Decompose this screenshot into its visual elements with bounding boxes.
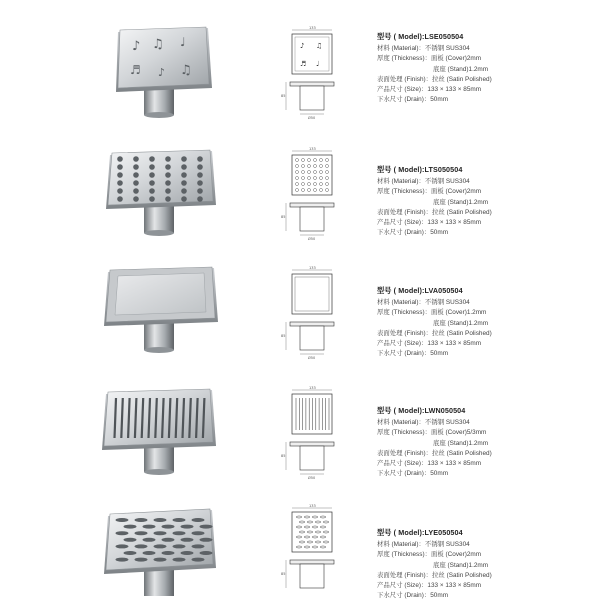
svg-text:♬: ♬ xyxy=(300,60,307,68)
drain-line: 下水尺寸 (Drain)：50mm xyxy=(377,592,449,600)
svg-text:♩: ♩ xyxy=(316,60,320,68)
width-dim: 133 xyxy=(309,147,316,151)
svg-text:♫: ♫ xyxy=(152,37,164,52)
model-label: 型号 ( Model):LYE050504 xyxy=(377,528,463,537)
size-line: 产品尺寸 (Size)：133 × 133 × 85mm xyxy=(377,86,482,94)
drain-photo xyxy=(100,382,225,487)
drain-photo xyxy=(100,143,225,248)
material-line: 材料 (Material)：不锈钢 SUS304 xyxy=(377,45,470,53)
drain-dim: Ø50 xyxy=(308,237,316,241)
technical-drawing xyxy=(280,262,340,367)
technical-drawing xyxy=(280,143,340,248)
finish-line: 表面处理 (Finish)：拉丝 (Satin Polished) xyxy=(377,75,492,83)
drain-photo xyxy=(100,500,225,605)
svg-text:♩: ♩ xyxy=(180,35,186,49)
spec-block xyxy=(377,165,597,238)
spec-block xyxy=(377,406,597,479)
product-row xyxy=(0,262,600,370)
height-dim: 85 xyxy=(281,572,286,576)
finish-line: 表面处理 (Finish)：拉丝 (Satin Polished) xyxy=(377,571,492,579)
spec-block xyxy=(377,286,597,359)
drain-line: 下水尺寸 (Drain)：50mm xyxy=(377,470,449,478)
stand-line: 底座 (Stand)1.2mm xyxy=(433,319,489,327)
drain-line: 下水尺寸 (Drain)：50mm xyxy=(377,96,449,104)
thickness-line: 厚度 (Thickness)：面板 (Cover)1.2mm xyxy=(377,309,487,317)
svg-text:♪: ♪ xyxy=(132,39,141,54)
drain-photo xyxy=(100,262,225,367)
stand-line: 底座 (Stand)1.2mm xyxy=(433,439,489,447)
drain-line: 下水尺寸 (Drain)：50mm xyxy=(377,229,449,237)
svg-text:♫: ♫ xyxy=(316,42,323,50)
product-row xyxy=(0,382,600,490)
model-label: 型号 ( Model):LWN050504 xyxy=(377,406,466,415)
drain-photo xyxy=(100,22,225,127)
spec-block xyxy=(377,32,597,105)
technical-drawing xyxy=(280,382,340,487)
finish-line: 表面处理 (Finish)：拉丝 (Satin Polished) xyxy=(377,449,492,457)
height-dim: 85 xyxy=(281,94,286,98)
technical-drawing xyxy=(280,22,340,127)
product-row xyxy=(0,500,600,608)
material-line: 材料 (Material)：不锈钢 SUS304 xyxy=(377,178,470,186)
thickness-line: 厚度 (Thickness)：面板 (Cover)2mm xyxy=(377,55,482,63)
height-dim: 85 xyxy=(281,215,286,219)
model-label: 型号 ( Model):LSE050504 xyxy=(377,32,464,41)
drain-dim: Ø50 xyxy=(308,476,316,480)
width-dim: 133 xyxy=(309,386,316,390)
svg-text:♪: ♪ xyxy=(300,42,305,50)
material-line: 材料 (Material)：不锈钢 SUS304 xyxy=(377,299,470,307)
finish-line: 表面处理 (Finish)：拉丝 (Satin Polished) xyxy=(377,329,492,337)
technical-drawing xyxy=(280,500,340,605)
stand-line: 底座 (Stand)1.2mm xyxy=(433,561,489,569)
width-dim: 133 xyxy=(309,504,316,508)
drain-line: 下水尺寸 (Drain)：50mm xyxy=(377,350,449,358)
size-line: 产品尺寸 (Size)：133 × 133 × 85mm xyxy=(377,219,482,227)
product-row xyxy=(0,22,600,130)
thickness-line: 厚度 (Thickness)：面板 (Cover)2mm xyxy=(377,551,482,559)
model-label: 型号 ( Model):LVA050504 xyxy=(377,286,463,295)
width-dim: 133 xyxy=(309,266,316,270)
drain-dim: Ø50 xyxy=(308,356,316,360)
model-label: 型号 ( Model):LTS050504 xyxy=(377,165,463,174)
spec-block xyxy=(377,528,597,601)
width-dim: 133 xyxy=(309,26,316,30)
material-line: 材料 (Material)：不锈钢 SUS304 xyxy=(377,541,470,549)
stand-line: 底座 (Stand)1.2mm xyxy=(433,65,489,73)
svg-text:♫: ♫ xyxy=(180,63,192,78)
svg-text:♪: ♪ xyxy=(158,66,166,79)
thickness-line: 厚度 (Thickness)：面板 (Cover)5/3mm xyxy=(377,429,487,437)
drain-dim: Ø50 xyxy=(308,116,316,120)
size-line: 产品尺寸 (Size)：133 × 133 × 85mm xyxy=(377,460,482,468)
height-dim: 85 xyxy=(281,334,286,338)
product-row xyxy=(0,143,600,251)
thickness-line: 厚度 (Thickness)：面板 (Cover)2mm xyxy=(377,188,482,196)
svg-text:♬: ♬ xyxy=(130,63,141,77)
material-line: 材料 (Material)：不锈钢 SUS304 xyxy=(377,419,470,427)
finish-line: 表面处理 (Finish)：拉丝 (Satin Polished) xyxy=(377,208,492,216)
stand-line: 底座 (Stand)1.2mm xyxy=(433,198,489,206)
size-line: 产品尺寸 (Size)：133 × 133 × 85mm xyxy=(377,340,482,348)
size-line: 产品尺寸 (Size)：133 × 133 × 85mm xyxy=(377,582,482,590)
height-dim: 85 xyxy=(281,454,286,458)
